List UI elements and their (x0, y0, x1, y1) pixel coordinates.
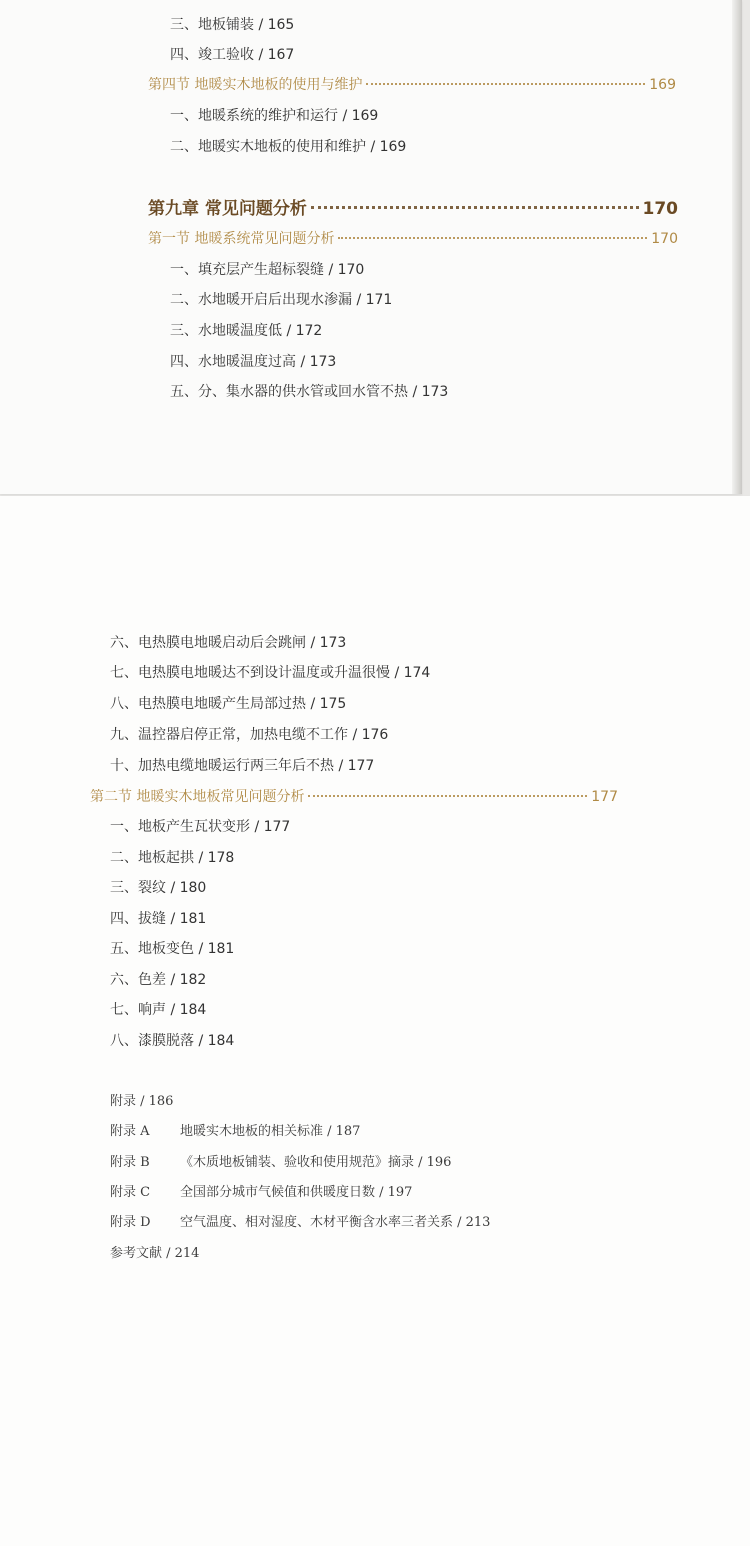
toc-page-lower (0, 496, 750, 1546)
section-heading (90, 788, 618, 806)
toc-item: 九、温控器启停正常，加热电缆不工作 / 176 (110, 727, 389, 743)
toc-item: 一、填充层产生超标裂缝 / 170 (170, 262, 365, 278)
section-title: 第二节 地暖实木地板常见问题分析 (90, 789, 305, 805)
toc-page-upper (0, 0, 742, 494)
toc-item: 七、电热膜电地暖达不到设计温度或升温很慢 / 174 (110, 665, 431, 681)
page-binding-edge (732, 0, 742, 494)
dot-leader (366, 83, 645, 85)
appendix-label: 附录 D (110, 1215, 151, 1230)
toc-item: 四、拔缝 / 181 (110, 911, 207, 927)
toc-item: 一、地暖系统的维护和运行 / 169 (170, 108, 379, 124)
toc-item: 二、地板起拱 / 178 (110, 850, 235, 866)
dot-leader (311, 206, 639, 209)
chapter-page: 170 (642, 199, 678, 219)
appendix-entry (110, 1154, 451, 1172)
appendix-entry (110, 1123, 360, 1141)
appendix-text: 全国部分城市气候值和供暖度日数 / 197 (180, 1185, 413, 1200)
toc-item: 四、水地暖温度过高 / 173 (170, 354, 337, 370)
cropped-previous-line (168, 0, 258, 2)
toc-item: 六、色差 / 182 (110, 972, 207, 988)
chapter-heading (148, 198, 678, 220)
appendix-text: 空气温度、相对湿度、木材平衡含水率三者关系 / 213 (180, 1215, 491, 1230)
toc-item: 四、竣工验收 / 167 (170, 47, 295, 63)
references-entry: 参考文献 / 214 (110, 1246, 200, 1261)
appendix-label: 附录 B (110, 1155, 150, 1170)
section-page: 177 (591, 789, 618, 805)
section-title: 第一节 地暖系统常见问题分析 (148, 231, 335, 247)
toc-item: 八、电热膜电地暖产生局部过热 / 175 (110, 696, 347, 712)
appendix-text: 《木质地板铺装、验收和使用规范》摘录 / 196 (180, 1155, 452, 1170)
toc-item: 二、地暖实木地板的使用和维护 / 169 (170, 139, 407, 155)
section-heading (148, 76, 676, 94)
section-page: 169 (649, 77, 676, 93)
toc-item: 五、地板变色 / 181 (110, 941, 235, 957)
section-page: 170 (651, 231, 678, 247)
appendix-entry (110, 1214, 490, 1232)
toc-item: 三、地板铺装 / 165 (170, 17, 295, 33)
appendix-label: 附录 A (110, 1124, 150, 1139)
toc-item: 七、响声 / 184 (110, 1002, 207, 1018)
toc-item: 八、漆膜脱落 / 184 (110, 1033, 235, 1049)
appendix-entry (110, 1184, 412, 1202)
dot-leader (338, 237, 647, 239)
toc-item: 十、加热电缆地暖运行两三年后不热 / 177 (110, 758, 375, 774)
appendix-text: 地暖实木地板的相关标准 / 187 (180, 1124, 361, 1139)
toc-item: 三、裂纹 / 180 (110, 880, 207, 896)
section-title: 第四节 地暖实木地板的使用与维护 (148, 77, 363, 93)
toc-item: 五、分、集水器的供水管或回水管不热 / 173 (170, 384, 449, 400)
appendix-label: 附录 C (110, 1185, 151, 1200)
appendix-main: 附录 / 186 (110, 1094, 174, 1109)
toc-item: 二、水地暖开启后出现水渗漏 / 171 (170, 292, 393, 308)
toc-item: 六、电热膜电地暖启动后会跳闸 / 173 (110, 635, 347, 651)
toc-item: 三、水地暖温度低 / 172 (170, 323, 323, 339)
chapter-title: 第九章 常见问题分析 (148, 199, 307, 219)
toc-item: 一、地板产生瓦状变形 / 177 (110, 819, 291, 835)
section-heading (148, 230, 678, 248)
dot-leader (308, 795, 587, 797)
